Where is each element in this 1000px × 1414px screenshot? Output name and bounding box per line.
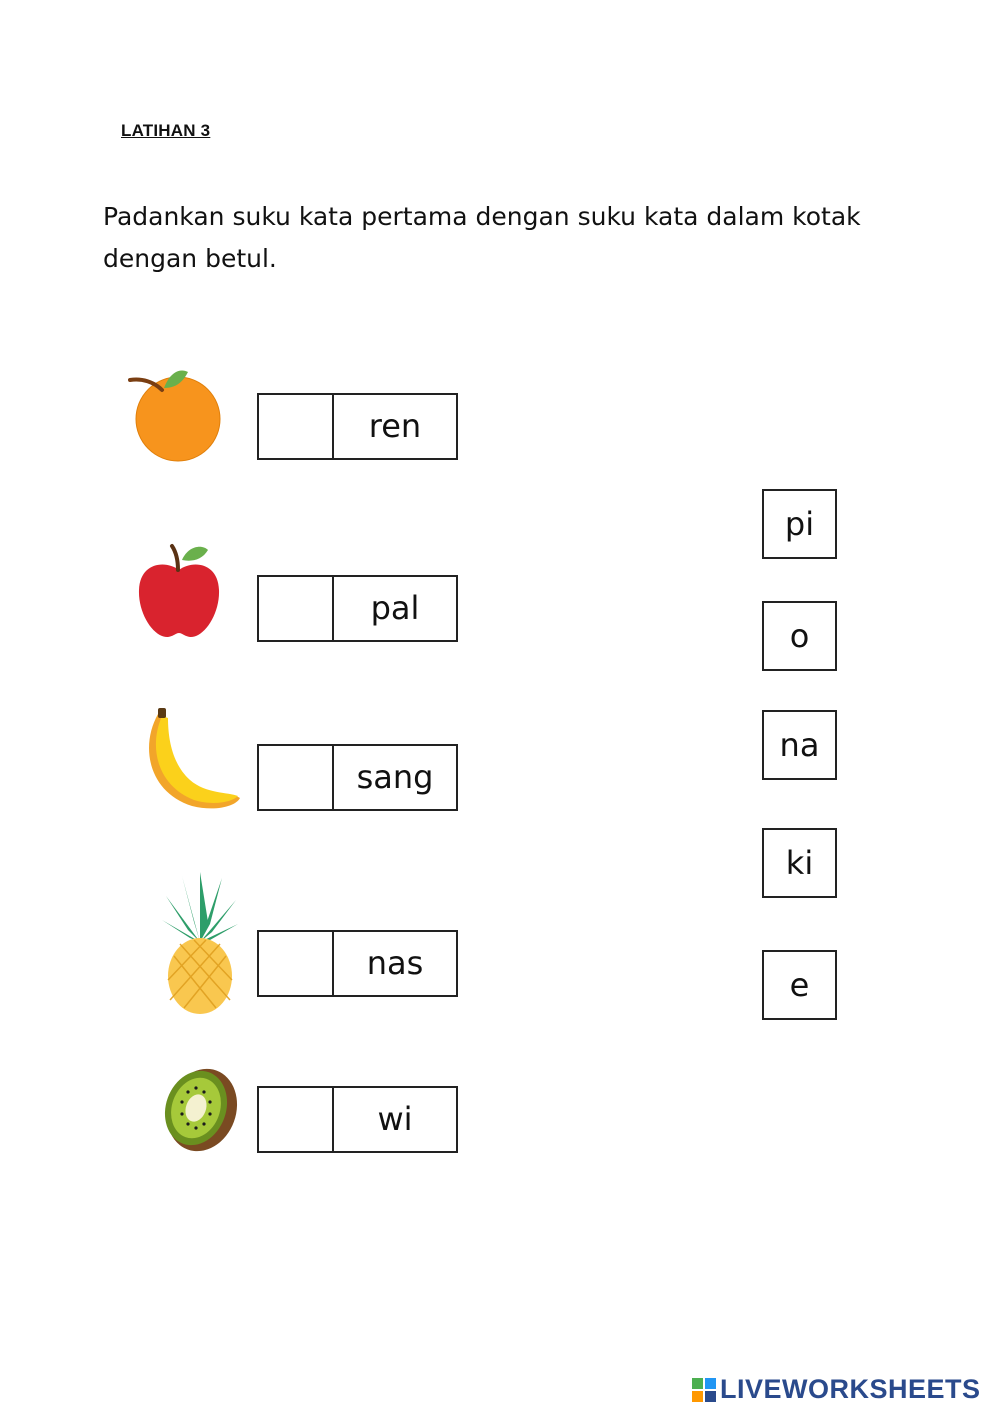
word-row-3	[257, 744, 458, 811]
liveworksheets-logo-icon	[692, 1378, 716, 1402]
pineapple-icon	[160, 872, 240, 1016]
liveworksheets-brand	[692, 1374, 981, 1405]
option-na[interactable]: na	[762, 710, 837, 780]
word-row-5	[257, 1086, 458, 1153]
syllable-2: pal	[370, 588, 420, 627]
instruction-text: Padankan suku kata pertama dengan suku kata dalam kotak dengan betul.	[103, 202, 861, 273]
word-row-4	[257, 930, 458, 997]
syllable-4: nas	[366, 943, 424, 982]
answer-blank-4[interactable]	[259, 932, 334, 995]
kiwi-icon	[160, 1064, 240, 1156]
option-e[interactable]: e	[762, 950, 837, 1020]
option-o[interactable]: o	[762, 601, 837, 671]
syllable-1: ren	[368, 406, 422, 445]
word-row-2	[257, 575, 458, 642]
answer-blank-5[interactable]	[259, 1088, 334, 1151]
answer-blank-3[interactable]	[259, 746, 334, 809]
syllable-5: wi	[377, 1099, 413, 1138]
worksheet-title: LATIHAN 3	[121, 121, 211, 140]
banana-icon	[136, 706, 244, 814]
option-ki[interactable]: ki	[762, 828, 837, 898]
word-row-1	[257, 393, 458, 460]
answer-blank-2[interactable]	[259, 577, 334, 640]
answer-blank-1[interactable]	[259, 395, 334, 458]
apple-icon	[136, 542, 222, 640]
orange-icon	[124, 366, 224, 464]
brand-text: LIVEWORKSHEETS	[720, 1374, 981, 1404]
syllable-3: sang	[356, 757, 434, 796]
option-pi[interactable]: pi	[762, 489, 837, 559]
